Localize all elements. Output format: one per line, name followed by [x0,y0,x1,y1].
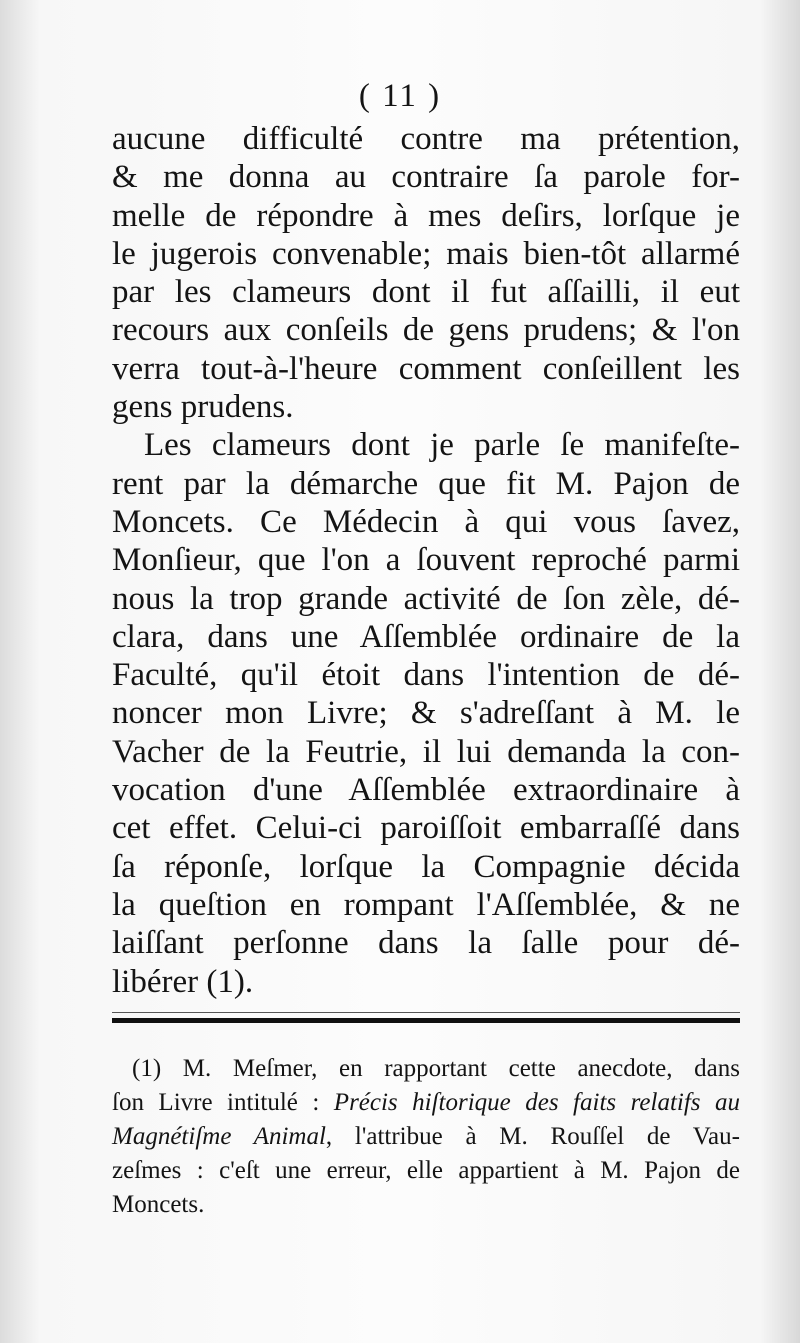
text-line: libérer (1). [112,963,254,1000]
text-line: Monſieur, que l'on a ſouvent reproché parmi [112,542,740,579]
text-line: gens prudens. [112,389,294,426]
paragraph-2 [112,426,740,1000]
text-line: verra tout-à-l'heure comment conſeillent les [112,350,740,387]
text-line: Les clameurs dont je parle ſe manifeſte- [144,427,740,464]
paragraph-1 [112,120,740,426]
text-line: clara, dans une Aſſemblée ordinaire de la [112,618,740,655]
footnote-line: Moncets. [112,1191,205,1218]
text-line: Vacher de la Feutrie, il lui demanda la con- [112,733,740,770]
text-line: le jugerois convenable; mais bien-tôt allarmé [112,235,740,272]
footnote-line [112,1086,740,1120]
text-line: Faculté, qu'il étoit dans l'intention de dé- [112,657,740,694]
main-text [112,120,740,1001]
text-line: vocation d'une Aſſemblée extraordinaire à [112,772,740,809]
text-line: laiſſant perſonne dans la ſalle pour dé- [112,925,740,962]
footnote [112,1052,740,1222]
text-line: melle de répondre à mes deſirs, lorſque je [112,197,740,234]
text-line: aucune difficulté contre ma prétention, [112,121,740,157]
text-line: & me donna au contraire ſa parole for- [112,159,740,196]
book-title-italic: Précis hiſtorique des faits relatifs au [333,1089,740,1116]
text-line: la queſtion en rompant l'Aſſemblée, & ne [112,886,740,923]
text-line: nous la trop grande activité de ſon zèle, dé- [112,580,740,617]
text-line: rent par la démarche que fit M. Pajon de [112,465,740,502]
text-line: noncer mon Livre; & s'adreſſant à M. le [112,695,740,732]
footnote-divider [112,1018,740,1023]
footnote-divider-thin [112,1012,740,1013]
footnote-text: ſon Livre intitulé : [112,1089,334,1116]
footnote-line: zeſmes : c'eſt une erreur, elle appartient à M. Pajon de [112,1157,740,1184]
text-line: par les clameurs dont il fut aſſailli, il eut [112,274,740,311]
book-title-italic: Magnétiſme Animal [112,1123,326,1150]
footnote-line: (1) M. Meſmer, en rapportant cette anecdote, dans [132,1055,740,1082]
text-line: recours aux conſeils de gens prudens; & l'on [112,312,740,349]
text-line: cet effet. Celui-ci paroiſſoit embarraſſé dans [112,810,740,847]
text-line: ſa réponſe, lorſque la Compagnie décida [112,848,740,885]
page-number: ( 11 ) [358,78,442,114]
footnote-line [112,1120,740,1154]
footnote-text: , l'attribue à M. Rouſſel de Vau- [325,1123,740,1150]
text-line: Moncets. Ce Médecin à qui vous ſavez, [112,503,740,540]
